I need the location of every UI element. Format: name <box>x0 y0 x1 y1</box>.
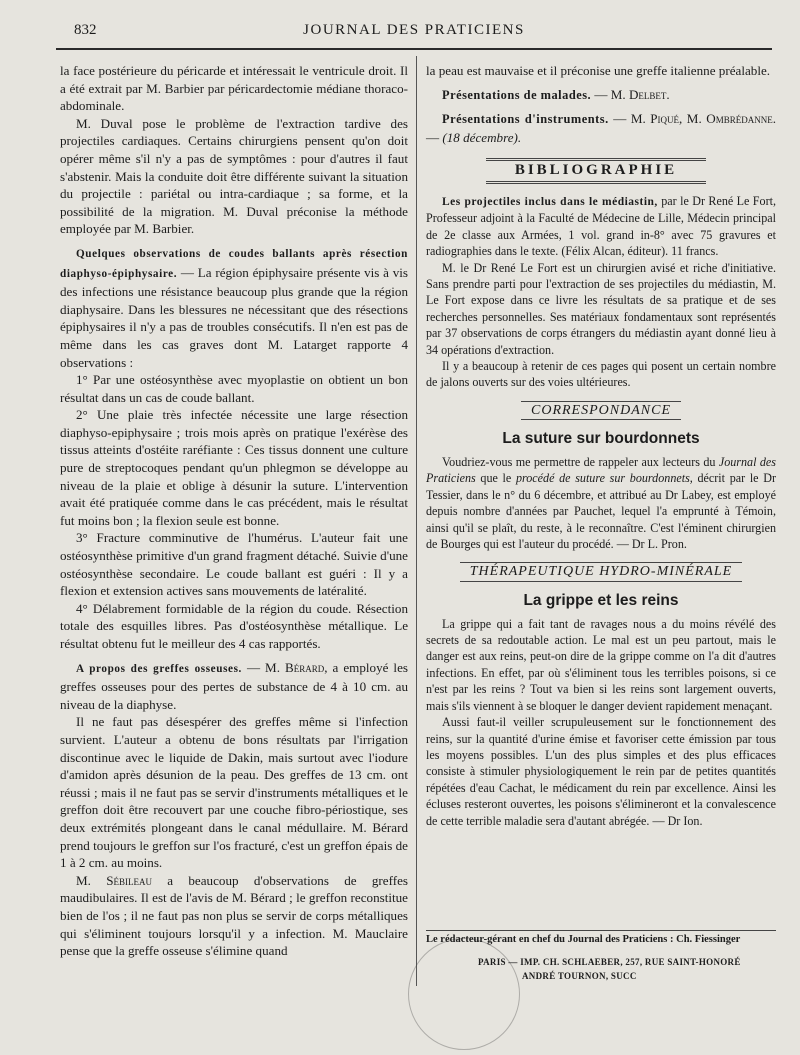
presentation-label: Présentations de malades. <box>442 87 592 102</box>
paragraph: Il y a beaucoup à retenir de ces pages qui posent un certain nombre de jalons ouverts sur des voies ultérieures. <box>426 359 776 390</box>
procedure-name: procédé de suture sur bourdonnets, <box>515 471 693 486</box>
paragraph-text: a beaucoup d'observations de greffes maudibulaires. Il est de l'avis de M. Bérard ; le greffon reconstitue bien de l'os ; il ne faut pas non plus se servir de corps métalliques qui s'éliminent toujours lorsqu'il y a infection. M. Mauclaire pense que la greffe osseuse s'élimine quand <box>60 872 408 959</box>
rubric-text: CORRESPONDANCE <box>521 401 681 421</box>
paragraph: la peau est mauvaise et il préconise une greffe italienne préalable. <box>426 63 771 78</box>
paragraph-text: a employé les greffes osseuses pour des pertes de substance de 4 à 10 cm. au niveau de la diaphyse. <box>60 659 408 712</box>
paragraph: 2° Une plaie très infectée nécessite une large résection diaphyso-epiphysaire ; trois mois après on pratique l'exérèse des tissus atteints d'ostéite raréfiante : Ces tissus donnent une culture pure de streptocoques pendant qu'un phlegmon se développe au niveau de la plaie et oblige à désunir la suture. L'intervention avait été pratiquée comme dans le cas précédent, mais le résultat fut moins bon ; la flexion seule est bonne. <box>60 407 408 528</box>
paragraph: La grippe qui a fait tant de ravages nous a du moins révélé des secrets de sa redoutable action. Le mal est un peu partout, mais le danger est aux reins, peut-on dire de la grippe comme on l'a dit d'autres infections. En effet, par où s'éliminent tous les terribles poisons, si ce n'est par les reins ? Tout va bien si les reins sont largement ouverts, mais s'ils viennent à se bloquer le danger devient rapidement menaçant. <box>426 616 776 713</box>
paragraph: 3° Fracture comminutive de l'humérus. L'auteur fait une ostéosynthèse primitive d'un grand fragment détaché. Suivie d'une ostéosynthèse secondaire. Le coude ballant est guéri : Il y a flexion et extension actives sans mouvements de latéralité. <box>60 530 408 599</box>
section-paragraph <box>60 659 408 714</box>
section-paragraph <box>60 244 408 371</box>
bibliography-title: BIBLIOGRAPHIE <box>486 158 706 184</box>
printer-successor-line: ANDRÉ TOURNON, SUCC <box>522 971 637 981</box>
paragraph: 1° Par une ostéosynthèse avec myoplastie on obtient un bon résultat dans un cas de coude ballant. <box>60 372 408 405</box>
presentation-date: (18 décembre). <box>442 129 522 145</box>
paragraph: Aussi faut-il veiller scrupuleusement sur le fonctionnement des reins, sur la quantité d'urine émise et favoriser cette émission par tous les moyens possibles. L'un des plus simples et des plus efficaces consiste à stimuler physiologiquement le rein par de petites quantités répétées d'eau Cachat, le médicament du rein par excellence. Ainsi les écluses resteront ouvertes, les poisons s'élimineront et la convalescence de cette terrible maladie sera d'autant abrégée. — Dr Ion. <box>426 715 776 828</box>
therapeutics-block <box>426 616 776 829</box>
paragraph: 4° Délabrement formidable de la région du coude. Résection totale des esquilles libres. Pas d'ostéosynthèse métallique. Le résultat obtenu fut le meilleur des 4 cas rapportés. <box>60 600 408 651</box>
paragraph <box>60 872 408 960</box>
book-title: Les projectiles inclus dans le médiastin, <box>442 195 658 208</box>
paragraph: M. le Dr René Le Fort est un chirurgien avisé et riche d'initiative. Sans prendre parti pour l'extraction de ses projectiles du médiastin, M. Le Fort expose dans ce livre les résultats de sa pratique et de ses recherches personnelles. Ses matériaux fondamentaux sont représentés par 37 observations de corps étrangers du médiastin ayant donné lieu à 34 opérations d'extraction. <box>426 260 776 357</box>
author-name: — M. Bérard, <box>246 659 328 675</box>
article-title: La grippe et les reins <box>523 592 679 610</box>
correspondence-block <box>426 454 776 552</box>
text-run: décrit par le Dr Tessier, dans le n° du 6 décembre, et attribué au Dr Labey, est employé depuis nombre d'années par Pauchet, lequel l'a emprunté à Témoin, ainsi qu'il se plaît, du reste, à le reconnaître. C'est l'éminent chirurgien de Bourges qui est l'auteur du procédé. — Dr L. Pron. <box>426 471 776 552</box>
journal-title: JOURNAL DES PRATICIENS <box>303 22 525 38</box>
bibliography-reference <box>426 193 776 260</box>
presentation-label: Présentations d'instruments. <box>442 112 609 127</box>
editor-line: Le rédacteur-gérant en chef du Journal des Praticiens : Ch. Fiessinger <box>426 930 776 947</box>
paragraph <box>426 454 776 552</box>
page-number: 832 <box>74 22 97 38</box>
journal-name: Journal des Praticiens <box>426 455 776 486</box>
paragraph: la face postérieure du péricarde et intéressait le ventricule droit. Il a été extrait par M. Barbier par péricardectomie médiane thoraco-abdominale. <box>60 63 408 114</box>
rubric-heading <box>426 401 776 421</box>
article-title: La suture sur bourdonnets <box>502 430 700 448</box>
imprint-block <box>426 930 776 983</box>
section-heading: Quelques observations de coudes ballants après résection diaphyso-épiphysaire. <box>60 247 408 280</box>
section-heading: A propos des greffes osseuses. <box>76 662 242 675</box>
presentation-line <box>426 110 776 146</box>
author-name: M. Sébileau <box>76 872 152 888</box>
rubric-heading <box>426 562 776 582</box>
reference-text: par le Dr René Le Fort, Professeur adjoint à la Faculté de Médecine de Lille, Médecin principal de 2e classe aux Armées, 1 vol. grand in-8° avec 75 gravures et radiographies dans le texte. (Félix Alcan, éditeur). 11 francs. <box>426 193 776 259</box>
paragraph-text: — La région épiphysaire présente vis à vis des infections une résistance beaucoup plus grande que la région diaphysaire. Dans les blessures ne nécessitant que des résections épiphysaires il n'y a pas de troubles consécutifs. Il n'en est pas de même dans les cas graves dont M. Latarget rapporte 4 observations : <box>60 264 408 370</box>
right-column <box>426 62 776 829</box>
paragraph: Il ne faut pas désespérer des greffes même si l'infection survient. L'auteur a obtenu de bons résultats par l'irrigation discontinue avec le liquide de Dakin, mais surtout avec l'iodure d'amidon après désunion de la peau. Des greffes de 13 cm. ont réussi ; mais il ne faut pas se servir d'instruments métalliques et le greffon doit être recouvert par une couche fibro-périostique, ses deux extrémités plongeant dans le canal médullaire. M. Bérard prend toujours le greffon sur l'os fracturé, c'est un greffon épais de 1 à 2 cm. au moins. <box>60 714 408 871</box>
presentation-text: — M. Piqué, M. Ombrédanne. — <box>426 111 776 145</box>
presentation-line <box>426 86 776 105</box>
left-column <box>60 62 408 960</box>
page-header <box>56 18 772 50</box>
column-divider <box>416 56 417 986</box>
bibliography-block <box>426 193 776 391</box>
presentation-text: — M. Delbet. <box>594 86 670 102</box>
text-run: que le <box>480 471 512 486</box>
printer-line: PARIS — IMP. CH. SCHLAEBER, 257, RUE SAINT-HONORÉ <box>478 957 741 967</box>
text-run: Voudriez-vous me permettre de rappeler aux lecteurs du <box>442 455 716 470</box>
paragraph: M. Duval pose le problème de l'extraction tardive des projectiles cardiaques. Certains chirurgiens pensent qu'on doit opérer même s'il n'y a pas de symptômes : pour d'autres il faut s'abstenir. Mais la conduite doit être différente suivant la situation du projectile : pariétal ou intra-cardiaque ; sa forme, et la possibilité de la migration. M. Duval préconise la méthode employée par M. Barbier. <box>60 115 408 237</box>
rubric-text: THÉRAPEUTIQUE HYDRO-MINÉRALE <box>460 562 742 582</box>
